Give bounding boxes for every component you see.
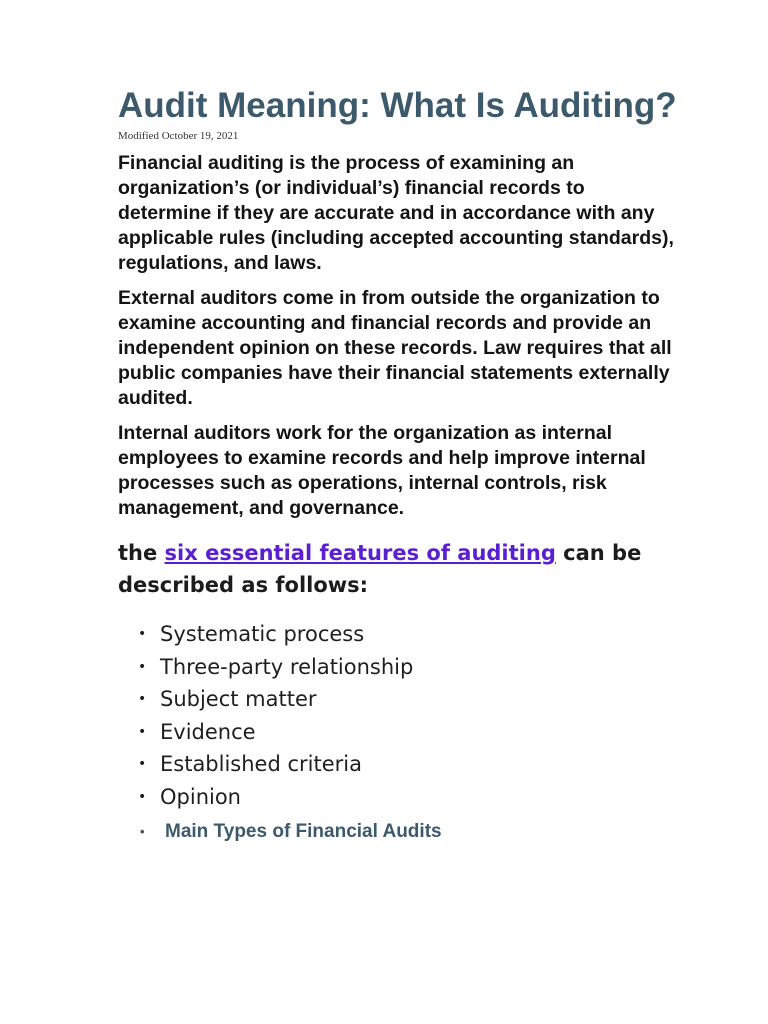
list-item: [118, 683, 678, 716]
bullet-icon: •: [138, 658, 147, 675]
page-title: Audit Meaning: What Is Auditing?: [118, 86, 677, 125]
features-heading-prefix: the: [118, 541, 165, 565]
modified-date: Modified October 19, 2021: [118, 130, 239, 142]
list-item-text: Three-party relationship: [160, 654, 414, 679]
list-item-text: Systematic process: [160, 622, 365, 646]
bullet-icon: •: [138, 756, 147, 772]
bullet-icon: •: [138, 788, 147, 805]
features-heading: [118, 537, 678, 601]
paragraph-financial-auditing: Financial auditing is the process of examining an organization’s (or individual’s) financial records to determine if they are accurate and in accordance with any applicable rules (including accepted accounting standards), regulations, and laws.: [118, 152, 674, 274]
list-item: [118, 618, 678, 651]
bullet-icon: •: [138, 626, 147, 642]
main-types-heading: [118, 819, 678, 845]
list-item: [118, 651, 678, 684]
features-list: [118, 618, 678, 813]
features-heading-suffix: can be described as follows:: [118, 541, 642, 597]
list-item-text: Opinion: [160, 784, 241, 809]
six-features-link[interactable]: six essential features of auditing: [164, 541, 556, 565]
paragraph-external-auditors: External auditors come in from outside the organization to examine accounting and financial records and provide an independent opinion on these records. Law requires that all public companies have their financial statements externally audited.: [118, 287, 672, 409]
bullet-icon: •: [138, 691, 147, 707]
paragraph-internal-auditors: Internal auditors work for the organization as internal employees to examine records and help improve internal processes such as operations, internal controls, risk management, and governance.: [118, 422, 646, 519]
bullet-icon: •: [140, 824, 145, 839]
list-item-text: Subject matter: [160, 687, 317, 711]
bullet-icon: •: [138, 723, 147, 740]
list-item: [118, 781, 678, 814]
document-page: [118, 84, 678, 845]
main-types-label: Main Types of Financial Audits: [165, 821, 442, 842]
list-item-text: Evidence: [160, 719, 256, 744]
list-item: [118, 716, 678, 749]
list-item-text: Established criteria: [160, 752, 362, 776]
list-item: [118, 748, 678, 781]
